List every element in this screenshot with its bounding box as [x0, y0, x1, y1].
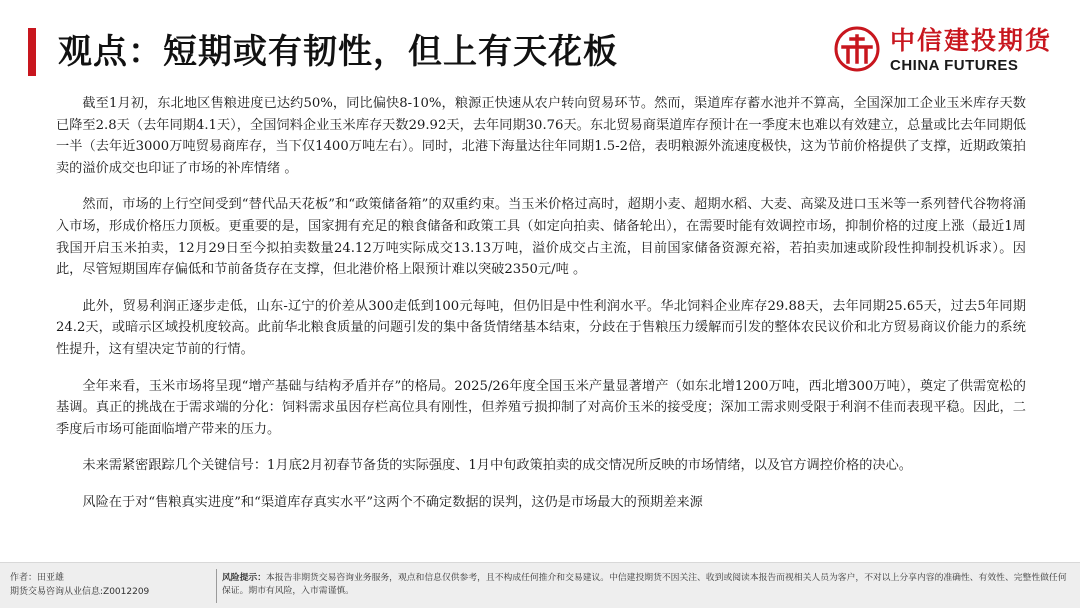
- footer-author: 作者：田亚雄: [10, 573, 65, 583]
- risk-text: 本报告非期货交易咨询业务服务，观点和信息仅供参考，且不构成任何推介和交易建议。中信建投期货不因关注、收到或阅读本报告而视相关人员为客户，不对以上分享内容的准确性、有效性、完整性做任何保证。期市有风险，入市需谨慎。: [222, 573, 1067, 596]
- paragraph: 然而，市场的上行空间受到“替代品天花板”和“政策储备箱”的双重约束。当玉米价格过高时，超期小麦、超期水稻、大麦、高粱及进口玉米等一系列替代谷物将涌入市场，形成价格压力顶板。更重要的是，国家拥有充足的粮食储备和政策工具（如定向拍卖、储备轮出），在需要时能有效调控市场，抑制价格的过度上涨（最近1周我国开启玉米拍卖，12月29日至今拟拍卖数量24.12万吨实际成交13.13万吨，溢价成交占主流，目前国家储备资源充裕，若拍卖加速或阶段性抑制投机诉求）。因此，尽管短期国库存偏低和节前备货存在支撑，但北港价格上限预计难以突破2350元/吨 。: [56, 197, 1026, 278]
- paragraph: 风险在于对“售粮真实进度”和“渠道库存真实水平”这两个不确定数据的误判，这仍是市场最大的预期差来源: [82, 494, 703, 510]
- risk-label: 风险提示：: [222, 573, 266, 583]
- citic-logo-icon: [834, 26, 880, 72]
- footer-risk-disclaimer: [222, 572, 1072, 598]
- content-body: [56, 93, 1026, 529]
- paragraph: 此外，贸易利润正逐步走低，山东-辽宁的价差从300走低到100元每吨，但仍旧是中性利润水平。华北饲料企业库存29.88天，去年同期25.65天，过去5年同期24.2天，或暗示区域投机度较高。此前华北粮食质量的问题引发的集中备货情绪基本结束，分歧在于售粮压力缓解而引发的整体农民议价和北方贸易商议价能力的系统性提升，这有望决定节前的行情。: [56, 298, 1026, 357]
- company-logo: [830, 24, 1060, 80]
- footer-license: 期货交易咨询从业信息:Z0012209: [10, 587, 150, 597]
- title-accent-bar: [28, 28, 36, 76]
- page-title: 观点：短期或有韧性，但上有天花板: [58, 32, 618, 72]
- footer: [0, 562, 1080, 608]
- paragraph: 截至1月初，东北地区售粮进度已达约50%，同比偏快8-10%，粮源正快速从农户转向贸易环节。然而，渠道库存蓄水池并不算高，全国深加工企业玉米库存天数已降至2.8天（去年同期4.1天），全国饲料企业玉米库存天数29.92天，去年同期30.76天。东北贸易商渠道库存预计在一季度末也难以有效建立，总量或比去年同期低一半（去年近3000万吨贸易商库存，当下仅1400万吨左右）。同时，北港下海量达往年同期1.5-2倍，表明粮源外流速度极快，这为节前价格提供了支撑，近期政策拍卖的溢价成交也印证了市场的补库情绪 。: [56, 96, 1026, 176]
- logo-chinese-name: 中信建投期货: [890, 26, 1053, 55]
- logo-english-name: CHINA FUTURES: [890, 57, 1019, 74]
- footer-divider: [216, 569, 217, 603]
- paragraph: 未来需紧密跟踪几个关键信号：1月底2月初春节备货的实际强度、1月中旬政策拍卖的成交情况所反映的市场情绪，以及官方调控价格的决心。: [82, 458, 912, 474]
- paragraph: 全年来看，玉米市场将呈现“增产基础与结构矛盾并存”的格局。2025/26年度全国玉米产量显著增产（如东北增1200万吨，西北增300万吨），奠定了供需宽松的基调。真正的挑战在于需求端的分化：饲料需求虽因存栏高位具有刚性，但养殖亏损抑制了对高价玉米的接受度；深加工需求则受限于利润不佳而表现平稳。因此，二季度后市场可能面临增产带来的压力。: [56, 378, 1026, 437]
